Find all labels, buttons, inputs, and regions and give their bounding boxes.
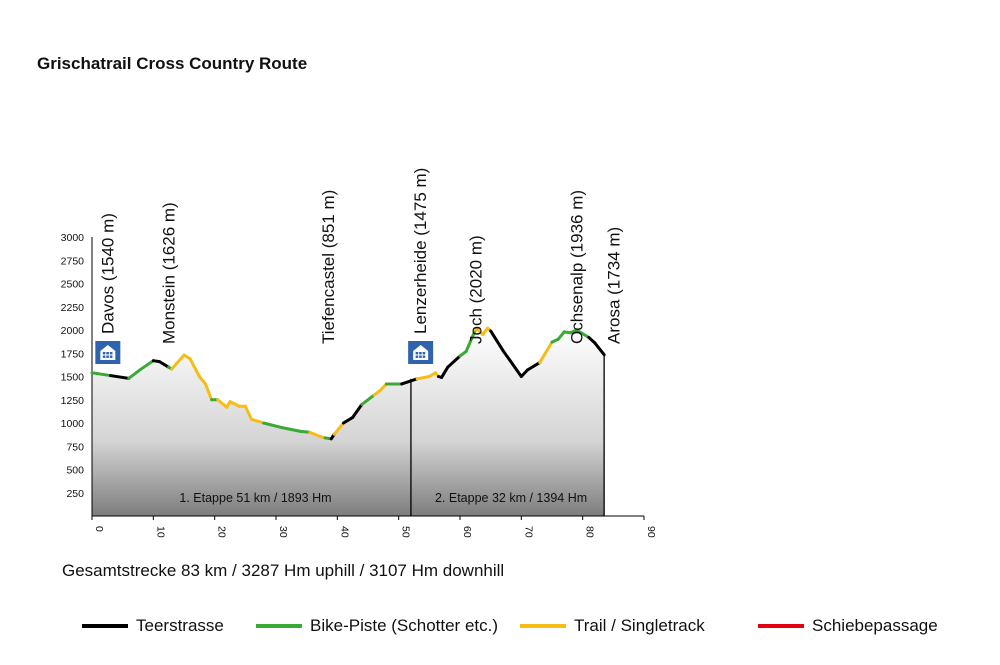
hotel-icon-window [110,352,113,354]
y-tick-label: 3000 [60,232,84,244]
legend-label-push: Schiebepassage [812,616,938,635]
legend-item-push [758,615,938,637]
route-summary: Gesamtstrecke 83 km / 3287 Hm uphill / 3107 Hm downhill [62,561,505,580]
hotel-icon-window [103,352,106,354]
profile-area-layer [92,328,604,516]
y-tick-label: 250 [66,487,84,500]
legend-label-trail: Trail / Singletrack [574,616,705,635]
hotel-icon-window [419,352,422,354]
y-tick-label: 1250 [60,394,84,407]
x-tick-label: 40 [338,526,351,538]
profile-area [92,328,604,516]
legend-item-gravel [256,615,498,637]
hotel-icon-window [423,352,426,354]
hotel-icon-window [103,356,106,358]
stage-label: 2. Etappe 32 km / 1394 Hm [434,491,588,505]
y-tick-label: 500 [66,464,84,477]
y-tick-label: 750 [66,441,84,454]
hotel-icon-window [106,356,109,358]
location-label: Monstein (1626 m) [159,202,179,344]
y-tick-label: 2250 [60,301,84,314]
x-tick-label: 10 [154,526,167,538]
legend-swatch-trail [520,624,566,628]
hotel-icon [95,341,120,364]
location-labels [95,168,623,364]
hotel-icon-window [110,356,113,358]
y-tick-label: 1000 [60,418,84,430]
x-tick-label: 50 [399,526,412,538]
location-label: Joch (2020 m) [466,235,486,344]
y-tick-label: 1750 [60,348,84,361]
location-label: Davos (1540 m) [98,213,118,334]
legend-item-road [82,615,224,637]
legend-item-trail [520,615,705,637]
location-label: Ochsenalp (1936 m) [567,189,587,344]
legend-label-gravel: Bike-Piste (Schotter etc.) [310,616,499,635]
x-tick-label: 30 [277,526,289,538]
hotel-icon [408,341,433,364]
x-tick-label: 20 [215,526,228,538]
x-tick-label: 0 [93,526,105,532]
y-tick-label: 2750 [60,255,84,268]
x-tick-label: 60 [461,526,473,538]
y-tick-label: 1500 [60,371,84,384]
hotel-icon-window [416,352,419,354]
y-tick-label: 2500 [60,278,84,291]
hotel-icon-window [419,356,422,358]
x-tick-label: 80 [583,526,596,538]
legend-swatch-gravel [256,624,302,628]
x-tick-label: 90 [645,526,657,538]
location-label: Tiefencastel (851 m) [319,189,339,344]
legend-swatch-push [758,624,804,628]
hotel-icon-window [423,356,426,358]
legend-swatch-road [82,624,128,628]
chart-title: Grischatrail Cross Country Route [37,54,308,73]
location-label: Lenzerheide (1475 m) [411,167,431,334]
hotel-icon-window [106,352,109,354]
y-tick-label: 2000 [60,325,84,337]
legend-label-road: Teerstrasse [136,616,224,635]
stage-label: 1. Etappe 51 km / 1893 Hm [179,491,332,505]
hotel-icon-window [416,356,419,358]
x-tick-label: 70 [522,526,535,538]
location-label: Arosa (1734 m) [604,226,624,344]
